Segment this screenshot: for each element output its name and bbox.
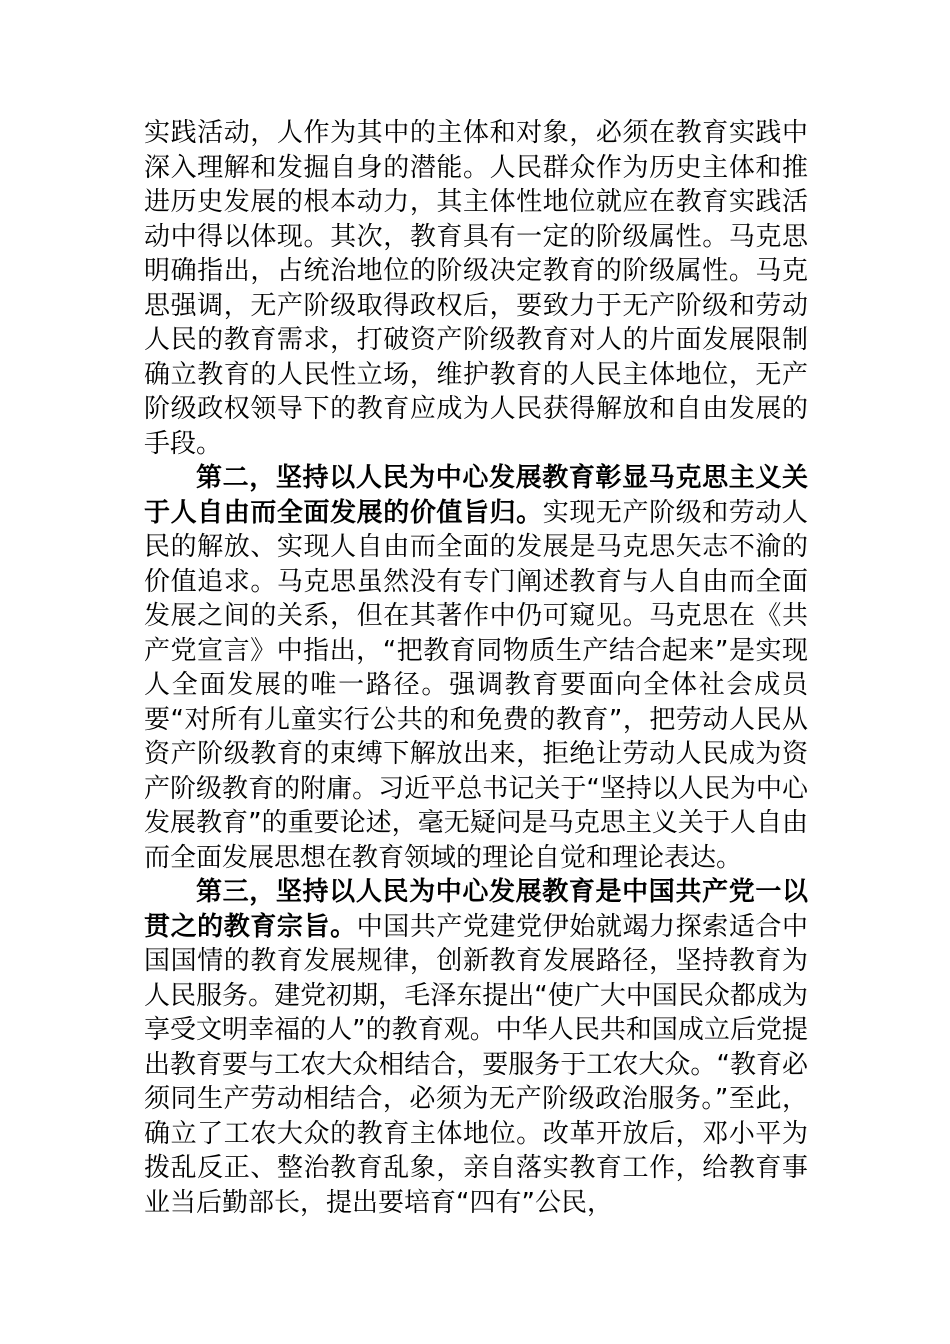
paragraph-continuation [144, 116, 808, 461]
paragraph-text: 中国共产党建党伊始就竭力探索适合中国国情的教育发展规律，创新教育发展路径，坚持教育为人民服务。建党初期，毛泽东提出“使广大中国民众都成为享受文明幸福的人”的教育观。中华人民共和国成立后党提出教育要与工农大众相结合，要服务于工农大众。“教育必须同生产劳动相结合，必须为无产阶级政治服务。”至此，确立了工农大众的教育主体地位。改革开放后，邓小平为拨乱反正、整治教育乱象，亲自落实教育工作，给教育事业当后勤部长，提出要培育“四有”公民， [144, 911, 808, 1218]
paragraph-heading: 第三，坚持以人民为中心发展教育是中国共产党一以贯之的教育宗旨。 [144, 877, 808, 942]
paragraph-text: 实践活动，人作为其中的主体和对象，必须在教育实践中深入理解和发掘自身的潜能。人民群众作为历史主体和推进历史发展的根本动力，其主体性地位就应在教育实践活动中得以体现。其次，教育具有一定的阶级属性。马克思明确指出，占统治地位的阶级决定教育的阶级属性。马克思强调，无产阶级取得政权后，要致力于无产阶级和劳动人民的教育需求，打破资产阶级教育对人的片面发展限制确立教育的人民性立场，维护教育的人民主体地位，无产阶级政权领导下的教育应成为人民获得解放和自由发展的手段。 [144, 118, 808, 459]
paragraph-text: 实现无产阶级和劳动人民的解放、实现人自由而全面的发展是马克思矢志不渝的价值追求。马克思虽然没有专门阐述教育与人自由而全面发展之间的关系，但在其著作中仍可窥见。马克思在《共产党宣言》中指出，“把教育同物质生产结合起来”是实现人全面发展的唯一路径。强调教育要面向全体社会成员要“对所有儿童实行公共的和免费的教育”，把劳动人民从资产阶级教育的束缚下解放出来，拒绝让劳动人民成为资产阶级教育的附庸。习近平总书记关于“坚持以人民为中心发展教育”的重要论述，毫无疑问是马克思主义关于人自由而全面发展思想在教育领域的理论自觉和理论表达。 [144, 497, 808, 873]
paragraph-heading: 第二，坚持以人民为中心发展教育彰显马克思主义关于人自由而全面发展的价值旨归。 [144, 463, 808, 528]
paragraph-third-point [144, 875, 808, 1220]
paragraph-second-point [144, 461, 808, 875]
document-body [144, 116, 808, 1220]
